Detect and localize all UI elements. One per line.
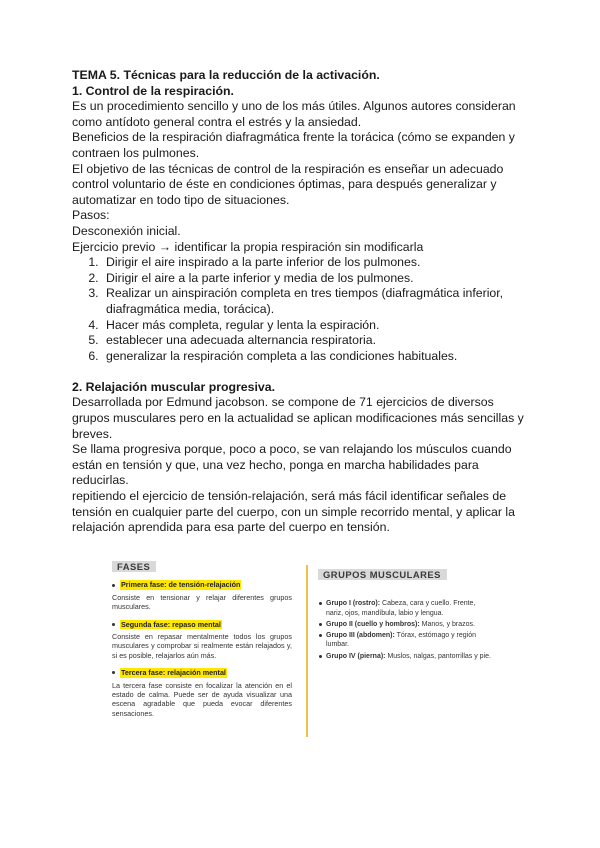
fase-item (112, 580, 292, 611)
bullet-icon (112, 671, 115, 674)
fase-item (112, 668, 292, 718)
fase-label: Segunda fase: repaso mental (121, 619, 221, 629)
fase-label: Primera fase: de tensión-relajación (121, 580, 241, 590)
grupo-label: Grupo III (abdomen): (326, 632, 395, 640)
grupos-panel (318, 569, 493, 663)
document-body (72, 68, 528, 536)
list-item: 2. Dirigir el aire a la parte inferior y media de los pulmones. (102, 271, 528, 287)
grupo-text: Muslos, nalgas, pantorrillas y pie. (385, 652, 491, 660)
fase-text: Consiste en repasar mentalmente todos los grupos musculares y comprobar si realmente están relajados y, si es posible, relajarlos aún más. (112, 632, 292, 660)
grupos-list (318, 599, 493, 661)
fases-title: FASES (112, 561, 156, 572)
paragraph: El objetivo de las técnicas de control de la respiración es enseñar un adecuado control voluntario de éste en condiciones óptimas, para después generalizar y automatizar en todo tipo de situaciones. (72, 161, 504, 207)
fases-panel (112, 561, 292, 718)
paragraph: Pasos: (72, 208, 110, 223)
steps-list (72, 255, 528, 364)
grupo-text: Cabeza, cara y cuello. Frente, nariz, ojos, mandíbula, labio y lengua. (326, 600, 476, 617)
paragraph: Desconexión inicial. (72, 223, 181, 238)
bullet-icon (112, 623, 115, 626)
bullet-icon (112, 584, 115, 587)
list-item (318, 599, 493, 618)
paragraph: Se llama progresiva porque, poco a poco, se van relajando los músculos cuando están en tensión y que, una vez hecho, ponga en marcha habilidades para reducirlas. (72, 442, 512, 488)
paragraph: Desarrollada por Edmund jacobson. se compone de 71 ejercicios de diversos grupos musculares pero en la actualidad se aplican modificaciones más sencillas y breves. (72, 395, 524, 441)
fase-label: Tercera fase: relajación mental (121, 668, 226, 678)
list-item: 1. Dirigir el aire inspirado a la parte inferior de los pulmones. (102, 255, 528, 271)
list-item: 6. generalizar la respiración completa a las condiciones habituales. (102, 349, 528, 365)
grupo-label: Grupo II (cuello y hombros): (326, 620, 420, 628)
list-item (318, 631, 493, 650)
list-item (318, 620, 493, 629)
relaxation-figure (112, 561, 492, 736)
grupo-text: Manos, y brazos. (419, 620, 475, 628)
paragraph: Ejercicio previo → identificar la propia respiración sin modificarla (72, 239, 424, 254)
divider (306, 565, 308, 737)
list-item: 3. Realizar un ainspiración completa en tres tiempos (diafragmática inferior, diafragmática media, torácica). (102, 286, 528, 317)
grupos-title: GRUPOS MUSCULARES (318, 569, 447, 580)
paragraph: Es un procedimiento sencillo y uno de los más útiles. Algunos autores consideran como antídoto general contra el estrés y la ansiedad. (72, 99, 516, 129)
grupo-label: Grupo IV (pierna): (326, 652, 386, 660)
document-heading: TEMA 5. Técnicas para la reducción de la activación. (72, 68, 380, 82)
grupo-label: Grupo I (rostro): (326, 600, 381, 608)
grupo-text: Tórax, estómago y región lumbar. (326, 632, 477, 649)
spacer (72, 364, 528, 380)
paragraph: repitiendo el ejercicio de tensión-relajación, será más fácil identificar señales de tensión en cualquier parte del cuerpo, con un simple recorrido mental, y aplicar la relajación aprendida para esa parte del cuerpo en tensión. (72, 489, 515, 535)
fase-text: La tercera fase consiste en focalizar la atención en el estado de calma. Puede ser de ayuda visualizar una escena agradable que pueda evocar diferentes sensaciones. (112, 680, 292, 718)
section1-title: 1. Control de la respiración. (72, 83, 234, 98)
fase-item (112, 620, 292, 661)
paragraph: Beneficios de la respiración diafragmática frente la torácica (cómo se expanden y contraen los pulmones. (72, 130, 515, 160)
list-item (318, 652, 493, 661)
list-item: 4. Hacer más completa, regular y lenta la espiración. (102, 318, 528, 334)
list-item: 5. establecer una adecuada alternancia respiratoria. (102, 333, 528, 349)
section2-title: 2. Relajación muscular progresiva. (72, 379, 275, 394)
fase-text: Consiste en tensionar y relajar diferentes grupos musculares. (112, 592, 292, 612)
